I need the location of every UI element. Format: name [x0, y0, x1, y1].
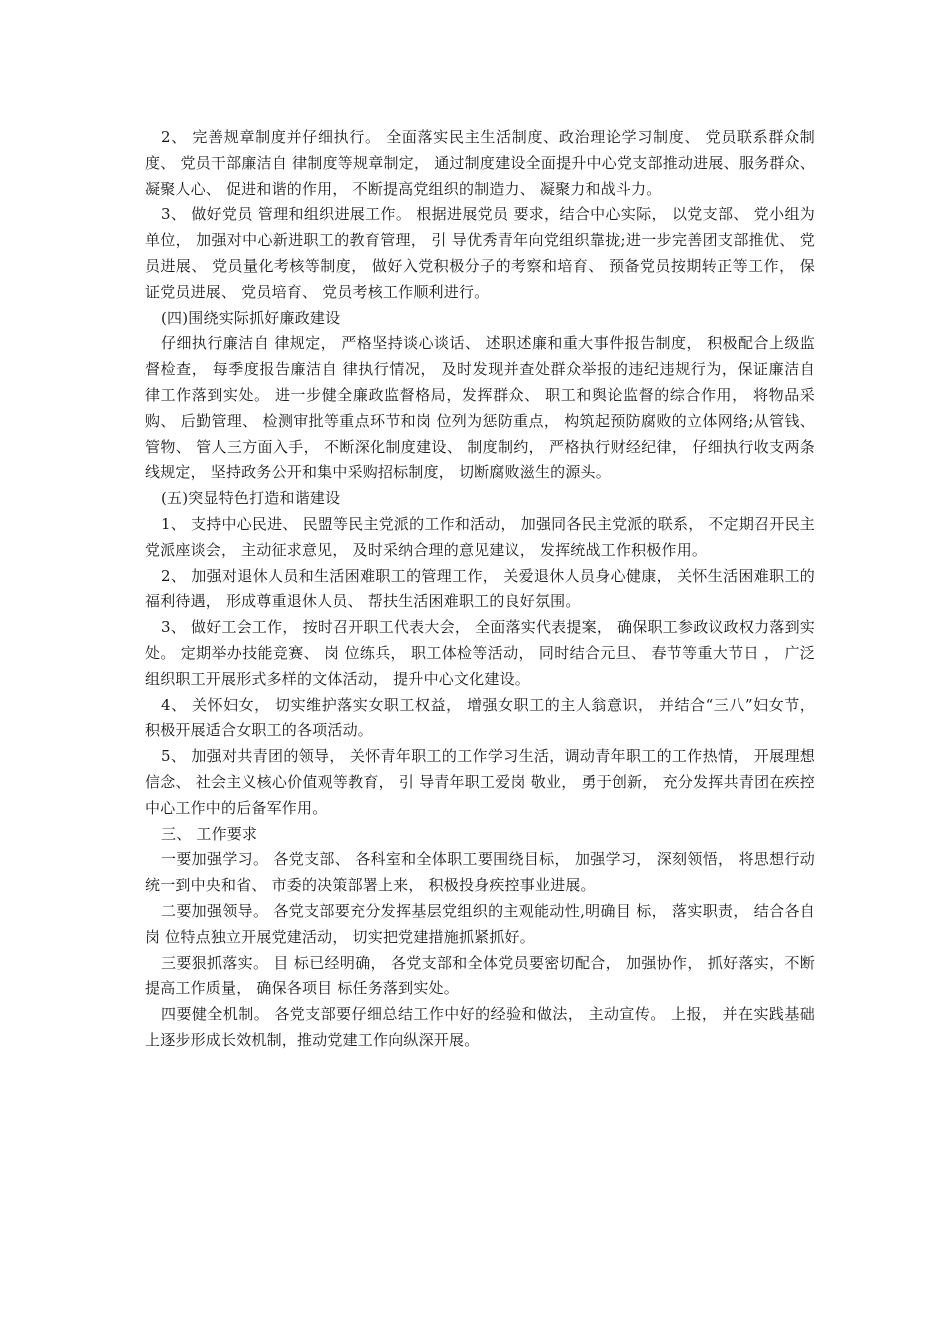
paragraph-implementation: 三要狠抓落实。 目 标已经明确， 各党支部和全体党员要密切配合， 加强协作， 抓好落实，不断提高工作质量， 确保各项目 标任务落到实处。 [145, 953, 815, 998]
paragraph-study: 一要加强学习。 各党支部、 各科室和全体职工要围绕目标， 加强学习， 深刻领悟， 将思想行动统一到中央和省、 市委的决策部署上来， 积极投身疾控事业进展。 [145, 850, 815, 895]
paragraph-clean-governance: 仔细执行廉洁自 律规定， 严格坚持谈心谈话、 述职述廉和重大事件报告制度， 积极配合上级监督检查， 每季度报告廉洁自 律执行情况， 及时发现并查处群众举报的违纪违规行为，保证廉洁自 律工作落到实处。 进一步健全廉政监督格局，发挥群众、 职工和舆论监督的综合作用， 将物品采购、 后勤管理、 检测审批等重点环节和岗 位列为惩防重点， 构筑起预防腐败的立体网络;从管钱、 管物、 管人三方面入手， 不断深化制度建设、 制度制约， 严格执行财经纪律， 仔细执行收支两条线规定， 坚持政务公开和集中采购招标制度， 切断腐败滋生的源头。 [145, 334, 815, 482]
section-heading-clean-governance: (四)围绕实际抓好廉政建设 [161, 308, 341, 327]
paragraph-retirees: 2、 加强对退休人员和生活困难职工的管理工作， 关爱退休人员身心健康， 关怀生活困难职工的福利待遇， 形成尊重退休人员、 帮扶生活困难职工的良好氛围。 [145, 566, 815, 611]
section-heading-harmony: (五)突显特色打造和谐建设 [161, 489, 341, 508]
paragraph-member-management: 3、 做好党员 管理和组织进展工作。 根据进展党员 要求，结合中心实际， 以党支部、 党小组为单位， 加强对中心新进职工的教育管理， 引 导优秀青年向党组织靠拢;进一步完善团支部推优、 党员进展、 党员量化考核等制度， 做好入党积极分子的考察和培育、 预备党员按期转正等工作， 保证党员进展、 党员培育、 党员考核工作顺利进行。 [145, 205, 815, 301]
paragraph-democratic-parties: 1、 支持中心民进、 民盟等民主党派的工作和活动， 加强同各民主党派的联系， 不定期召开民主党派座谈会， 主动征求意见， 及时采纳合理的意见建议， 发挥统战工作积极作用。 [145, 514, 815, 559]
paragraph-rules-system: 2、 完善规章制度并仔细执行。 全面落实民主生活制度、政治理论学习制度、 党员联系群众制度、 党员干部廉洁自 律制度等规章制定， 通过制度建设全面提升中心党支部推动进展、服务群众、 凝聚人心、 促进和谐的作用， 不断提高党组织的制造力、 凝聚力和战斗力。 [145, 128, 815, 198]
paragraph-union-work: 3、 做好工会工作， 按时召开职工代表大会， 全面落实代表提案， 确保职工参政议政权力落到实处。 定期举办技能竞赛、 岗 位练兵， 职工体检等活动， 同时结合元旦、 春节等重大节日 ， 广泛组织职工开展形式多样的文体活动， 提升中心文化建设。 [145, 618, 815, 688]
section-heading-work-requirements: 三、 工作要求 [161, 824, 258, 843]
paragraph-youth-league: 5、 加强对共青团的领导， 关怀青年职工的工作学习生活，调动青年职工的工作热情， 开展理想信念、 社会主义核心价值观等教育， 引 导青年职工爱岗 敬业， 勇于创新， 充分发挥共青团在疾控中心工作中的后备军作用。 [145, 747, 815, 817]
paragraph-leadership: 二要加强领导。 各党支部要充分发挥基层党组织的主观能动性,明确目 标， 落实职责， 结合各自 岗 位特点独立开展党建活动， 切实把党建措施抓紧抓好。 [145, 901, 815, 946]
paragraph-mechanism: 四要健全机制。 各党支部要仔细总结工作中好的经验和做法， 主动宣传。 上报， 并在实践基础上逐步形成长效机制，推动党建工作向纵深开展。 [145, 1005, 815, 1049]
paragraph-women: 4、 关怀妇女， 切实维护落实女职工权益， 增强女职工的主人翁意识， 并结合“三八”妇女节， 积极开展适合女职工的各项活动。 [145, 695, 815, 740]
document-body [145, 125, 815, 1054]
